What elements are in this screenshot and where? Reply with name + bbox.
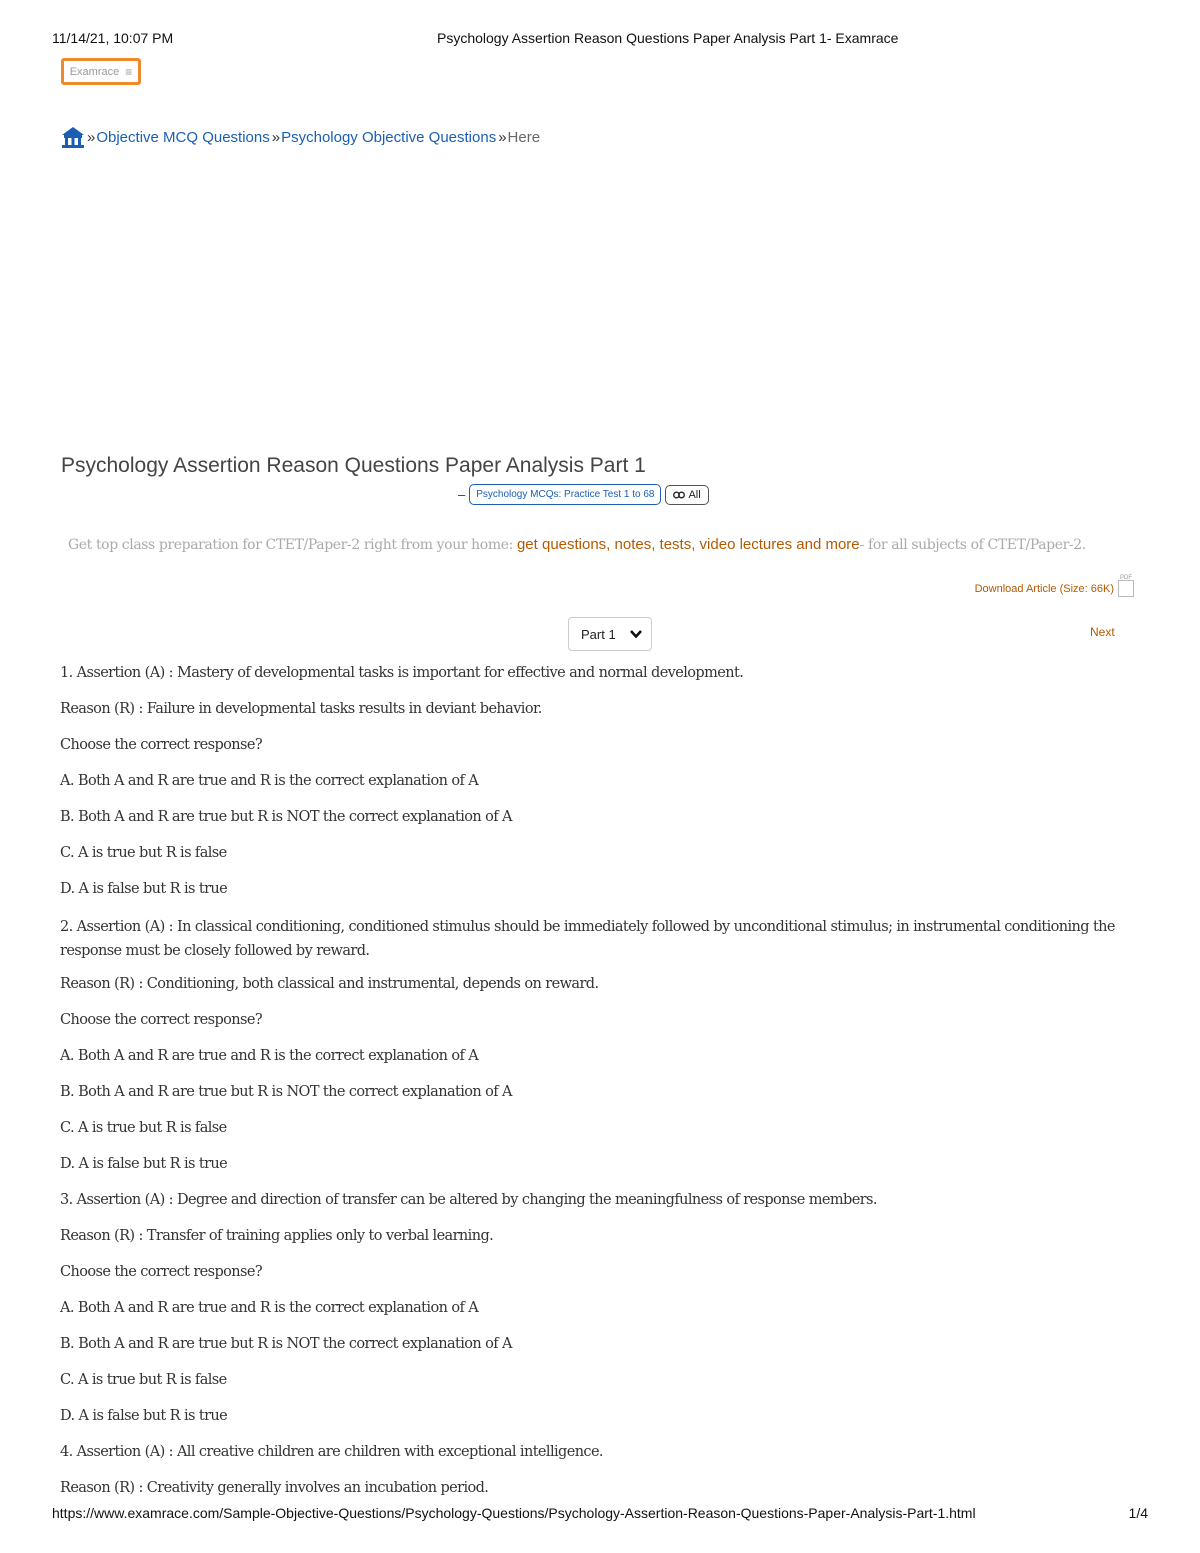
question-1-option-a: A. Both A and R are true and R is the correct explanation of A <box>60 773 479 789</box>
breadcrumb-separator: » <box>498 128 507 146</box>
question-1-prompt: Choose the correct response? <box>60 737 263 753</box>
promo-after: - for all subjects of CTET/Paper-2. <box>859 537 1086 553</box>
logo-text: Examrace <box>69 65 120 78</box>
tag-psychology-mcqs[interactable]: Psychology MCQs: Practice Test 1 to 68 <box>469 484 661 505</box>
part-select[interactable] <box>568 617 652 651</box>
question-2-option-b: B. Both A and R are true but R is NOT the correct explanation of A <box>60 1084 512 1100</box>
question-2-option-a: A. Both A and R are true and R is the correct explanation of A <box>60 1048 479 1064</box>
pdf-icon-text: PDF <box>1120 575 1132 581</box>
download-article[interactable] <box>974 575 1134 597</box>
question-3-option-b: B. Both A and R are true but R is NOT the correct explanation of A <box>60 1336 512 1352</box>
question-3-option-c: C. A is true but R is false <box>60 1372 227 1388</box>
page-title: Psychology Assertion Reason Questions Paper Analysis Part 1 <box>61 454 646 477</box>
breadcrumb-separator: » <box>87 128 96 146</box>
question-3-option-d: D. A is false but R is true <box>60 1408 228 1424</box>
question-2-assertion: 2. Assertion (A) : In classical conditioning, conditioned stimulus should be immediately followed by unconditional stimulus; in instrumental conditioning the response must be closely followed by reward. <box>60 919 1115 959</box>
promo-before: Get top class preparation for CTET/Paper-2 right from your home: <box>68 537 517 553</box>
question-4-assertion: 4. Assertion (A) : All creative children are children with exceptional intelligence. <box>60 1444 603 1460</box>
question-2-reason: Reason (R) : Conditioning, both classical and instrumental, depends on reward. <box>60 976 599 992</box>
breadcrumb-separator: » <box>271 128 281 146</box>
tags-icon <box>673 490 685 500</box>
question-1-reason: Reason (R) : Failure in developmental tasks results in deviant behavior. <box>60 701 542 717</box>
chevron-down-icon <box>629 627 643 641</box>
question-1-assertion: 1. Assertion (A) : Mastery of developmental tasks is important for effective and normal development. <box>60 665 744 681</box>
print-page-number: 1/4 <box>1128 1505 1148 1521</box>
print-footer <box>52 1505 1148 1525</box>
question-3-prompt: Choose the correct response? <box>60 1264 263 1280</box>
print-page-title: Psychology Assertion Reason Questions Paper Analysis Part 1- Examrace <box>437 30 899 46</box>
question-2-option-c: C. A is true but R is false <box>60 1120 227 1136</box>
print-url: https://www.examrace.com/Sample-Objective-Questions/Psychology-Questions/Psychology-Assertion-Reason-Questions-Paper-Analysis-Part-1.html <box>52 1505 976 1521</box>
all-tags-button[interactable] <box>665 485 708 505</box>
tag-row <box>458 484 709 505</box>
next-link[interactable]: Next <box>1090 625 1115 639</box>
question-4-reason: Reason (R) : Creativity generally involves an incubation period. <box>60 1480 489 1496</box>
part-select-value: Part 1 <box>581 626 616 642</box>
examrace-menu-button[interactable] <box>61 58 141 85</box>
question-2-option-d: D. A is false but R is true <box>60 1156 228 1172</box>
all-tags-label: All <box>688 488 701 501</box>
question-3-option-a: A. Both A and R are true and R is the correct explanation of A <box>60 1300 479 1316</box>
breadcrumb <box>61 126 540 148</box>
promo-text <box>68 536 1138 553</box>
hamburger-icon: ≡ <box>125 64 133 79</box>
pdf-icon <box>1118 575 1134 597</box>
question-1-option-c: C. A is true but R is false <box>60 845 227 861</box>
breadcrumb-objective-mcq[interactable]: Objective MCQ Questions <box>96 128 270 146</box>
promo-link[interactable]: get questions, notes, tests, video lectures and more <box>516 536 860 553</box>
question-3-reason: Reason (R) : Transfer of training applies only to verbal learning. <box>60 1228 494 1244</box>
question-2-prompt: Choose the correct response? <box>60 1012 263 1028</box>
question-3-assertion: 3. Assertion (A) : Degree and direction of transfer can be altered by changing the meaningfulness of response members. <box>60 1192 877 1208</box>
print-datetime: 11/14/21, 10:07 PM <box>52 30 174 46</box>
breadcrumb-psychology-objective[interactable]: Psychology Objective Questions <box>281 128 497 146</box>
download-label: Download Article (Size: 66K) <box>974 582 1114 595</box>
breadcrumb-current: Here <box>507 128 541 146</box>
print-header <box>52 30 1148 50</box>
question-1-option-d: D. A is false but R is true <box>60 881 228 897</box>
home-icon[interactable] <box>61 126 85 148</box>
question-1-option-b: B. Both A and R are true but R is NOT the correct explanation of A <box>60 809 512 825</box>
tag-dash: – <box>458 487 466 502</box>
question-list <box>60 663 1140 1514</box>
